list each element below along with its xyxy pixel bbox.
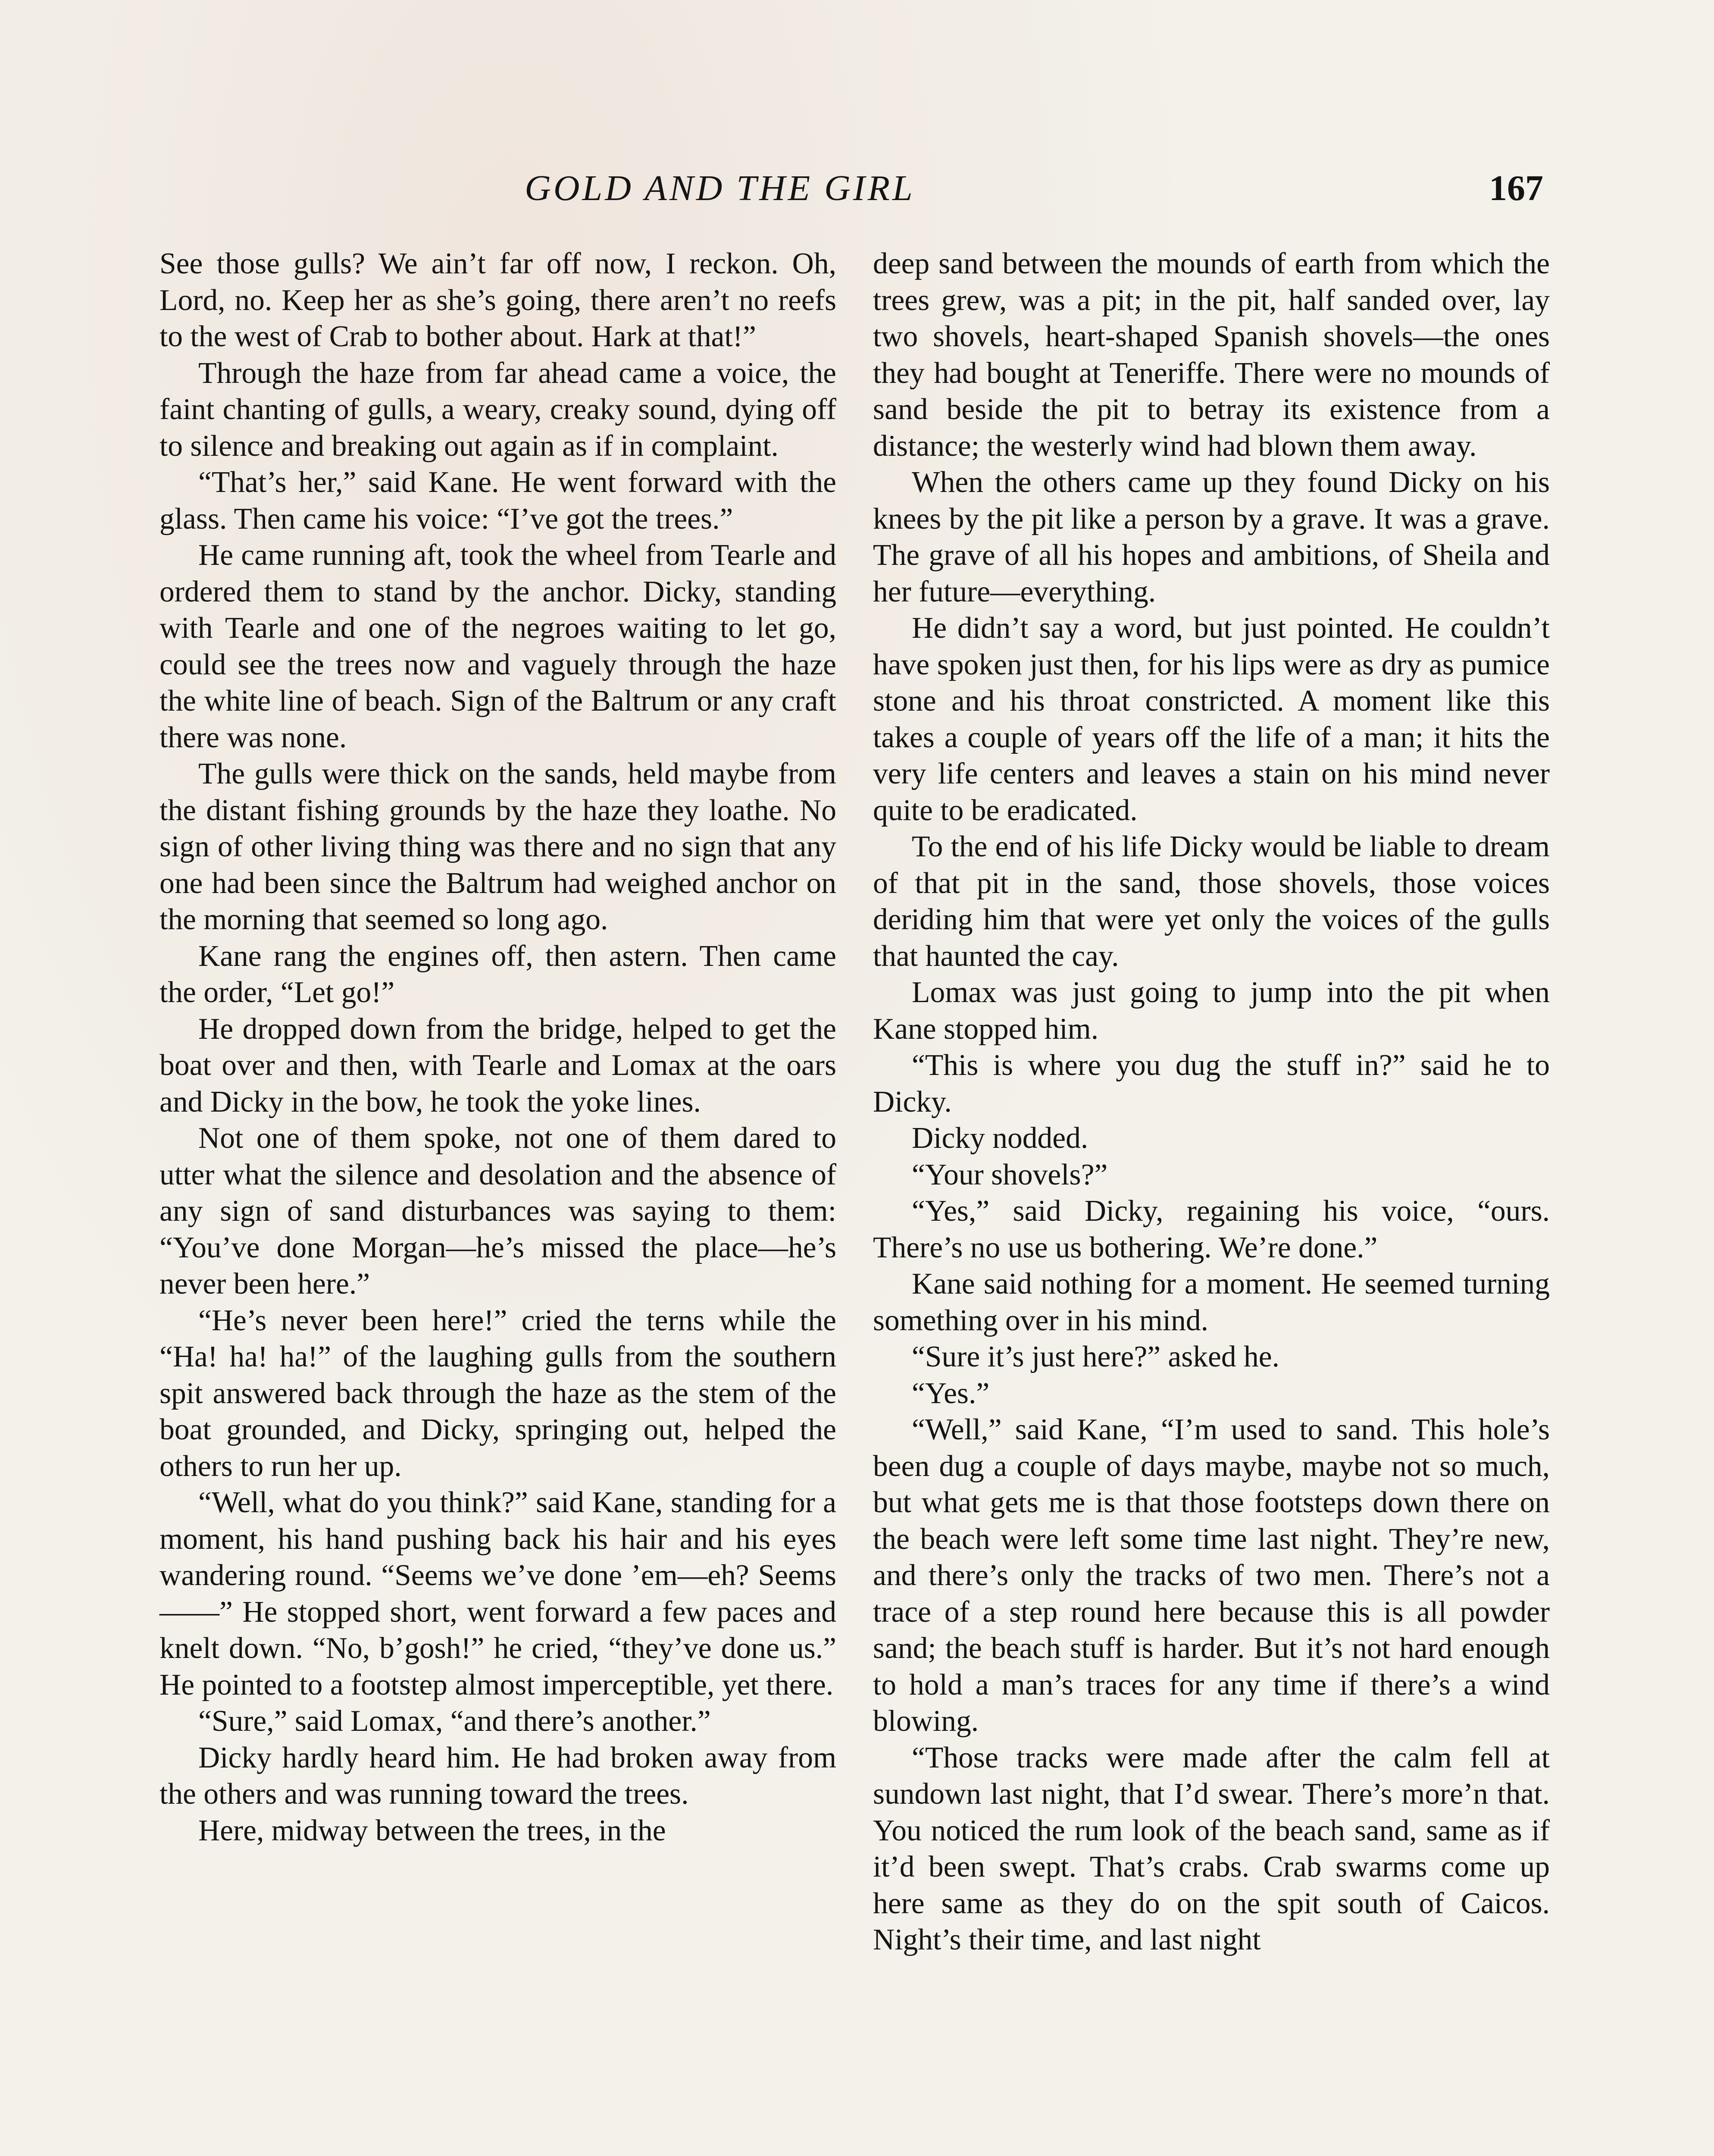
paragraph: “Well, what do you think?” said Kane, standing for a moment, his hand pushing back his hair and his eyes wandering round. “Seems we’ve done ’em—eh? Seems——” He stopped short, went forward a few paces and knelt down. “No, b’gosh!” he cried, “they’ve done us.” He pointed to a footstep almost imperceptible, yet there. (160, 1486, 836, 1702)
text-column-right (873, 246, 1550, 1959)
paragraph: He came running aft, took the wheel from Tearle and ordered them to stand by the anchor. Dicky, standing with Tearle and one of the negroes waiting to let go, could see the trees now and vaguely through the haze the white line of beach. Sign of the Baltrum or any craft there was none. (160, 539, 836, 754)
paragraph: To the end of his life Dicky would be liable to dream of that pit in the sand, those shovels, those voices deriding him that were yet only the voices of the gulls that haunted the cay. (873, 830, 1550, 973)
paragraph: deep sand between the mounds of earth from which the trees grew, was a pit; in the pit, half sanded over, lay two shovels, heart-shaped Spanish shovels—the ones they had bought at Teneriffe. There were no mounds of sand beside the pit to betray its existence from a distance; the westerly wind had blown them away. (873, 247, 1550, 463)
paragraph: “Those tracks were made after the calm fell at sundown last night, that I’d swear. There’s more’n that. You noticed the rum look of the beach sand, same as if it’d been swept. That’s crabs. Crab swarms come up here same as they do on the spit south of Caicos. Night’s their time, and last night (873, 1741, 1550, 1956)
paragraph: “Sure,” said Lomax, “and there’s another.” (198, 1705, 711, 1738)
running-head (160, 167, 1543, 215)
paragraph: Dicky nodded. (912, 1122, 1088, 1155)
paragraph: Through the haze from far ahead came a voice, the faint chanting of gulls, a weary, creaky sound, dying off to silence and breaking out again as if in complaint. (160, 356, 836, 463)
paragraph: “He’s never been here!” cried the terns while the “Ha! ha! ha!” of the laughing gulls from the southern spit answered back through the haze as the stem of the boat grounded, and Dicky, springing out, helped the others to run her up. (160, 1304, 836, 1483)
paragraph: Kane said nothing for a moment. He seemed turning something over in his mind. (873, 1267, 1550, 1337)
text-column-left (160, 246, 836, 1849)
paragraph: He dropped down from the bridge, helped to get the boat over and then, with Tearle and Lomax at the oars and Dicky in the bow, he took the yoke lines. (160, 1012, 836, 1119)
paragraph: “Your shovels?” (912, 1158, 1108, 1191)
paragraph: See those gulls? We ain’t far off now, I reckon. Oh, Lord, no. Keep her as she’s going, there aren’t no reefs to the west of Crab to bother about. Hark at that!” (160, 247, 836, 353)
paragraph: Not one of them spoke, not one of them dared to utter what the silence and desolation and the absence of any sign of sand disturbances was saying to them: “You’ve done Morgan—he’s missed the place—he’s never been here.” (160, 1122, 836, 1300)
paragraph: “Yes.” (912, 1376, 990, 1410)
paragraph: Lomax was just going to jump into the pit when Kane stopped him. (873, 976, 1550, 1046)
paragraph: “Sure it’s just here?” asked he. (912, 1340, 1280, 1373)
paragraph: Dicky hardly heard him. He had broken away from the others and was running toward the trees. (160, 1741, 836, 1811)
paragraph: When the others came up they found Dicky on his knees by the pit like a person by a grave. It was a grave. The grave of all his hopes and ambitions, of Sheila and her future—everything. (873, 466, 1550, 608)
paragraph: “That’s her,” said Kane. He went forward with the glass. Then came his voice: “I’ve got the trees.” (160, 466, 836, 536)
paragraph: The gulls were thick on the sands, held maybe from the distant fishing grounds by the haze they loathe. No sign of other living thing was there and no sign that any one had been since the Baltrum had weighed anchor on the morning that seemed so long ago. (160, 757, 836, 936)
running-title: GOLD AND THE GIRL (525, 168, 915, 208)
paragraph: Kane rang the engines off, then astern. Then came the order, “Let go!” (160, 939, 836, 1009)
paragraph: “Well,” said Kane, “I’m used to sand. This hole’s been dug a couple of days maybe, maybe not so much, but what gets me is that those footsteps down there on the beach were left some time last night. They’re new, and there’s only the tracks of two men. There’s not a trace of a step round here because this is all powder sand; the beach stuff is harder. But it’s not hard enough to hold a man’s traces for any time if there’s a wind blowing. (873, 1413, 1550, 1738)
paragraph: He didn’t say a word, but just pointed. He couldn’t have spoken just then, for his lips were as dry as pumice stone and his throat constricted. A moment like this takes a couple of years off the life of a man; it hits the very life centers and leaves a stain on his mind never quite to be eradicated. (873, 611, 1550, 827)
paragraph: “This is where you dug the stuff in?” said he to Dicky. (873, 1049, 1550, 1119)
paragraph: Here, midway between the trees, in the (198, 1814, 666, 1847)
page-number: 167 (1489, 168, 1543, 208)
paragraph: “Yes,” said Dicky, regaining his voice, “ours. There’s no use us bothering. We’re done.” (873, 1194, 1550, 1264)
